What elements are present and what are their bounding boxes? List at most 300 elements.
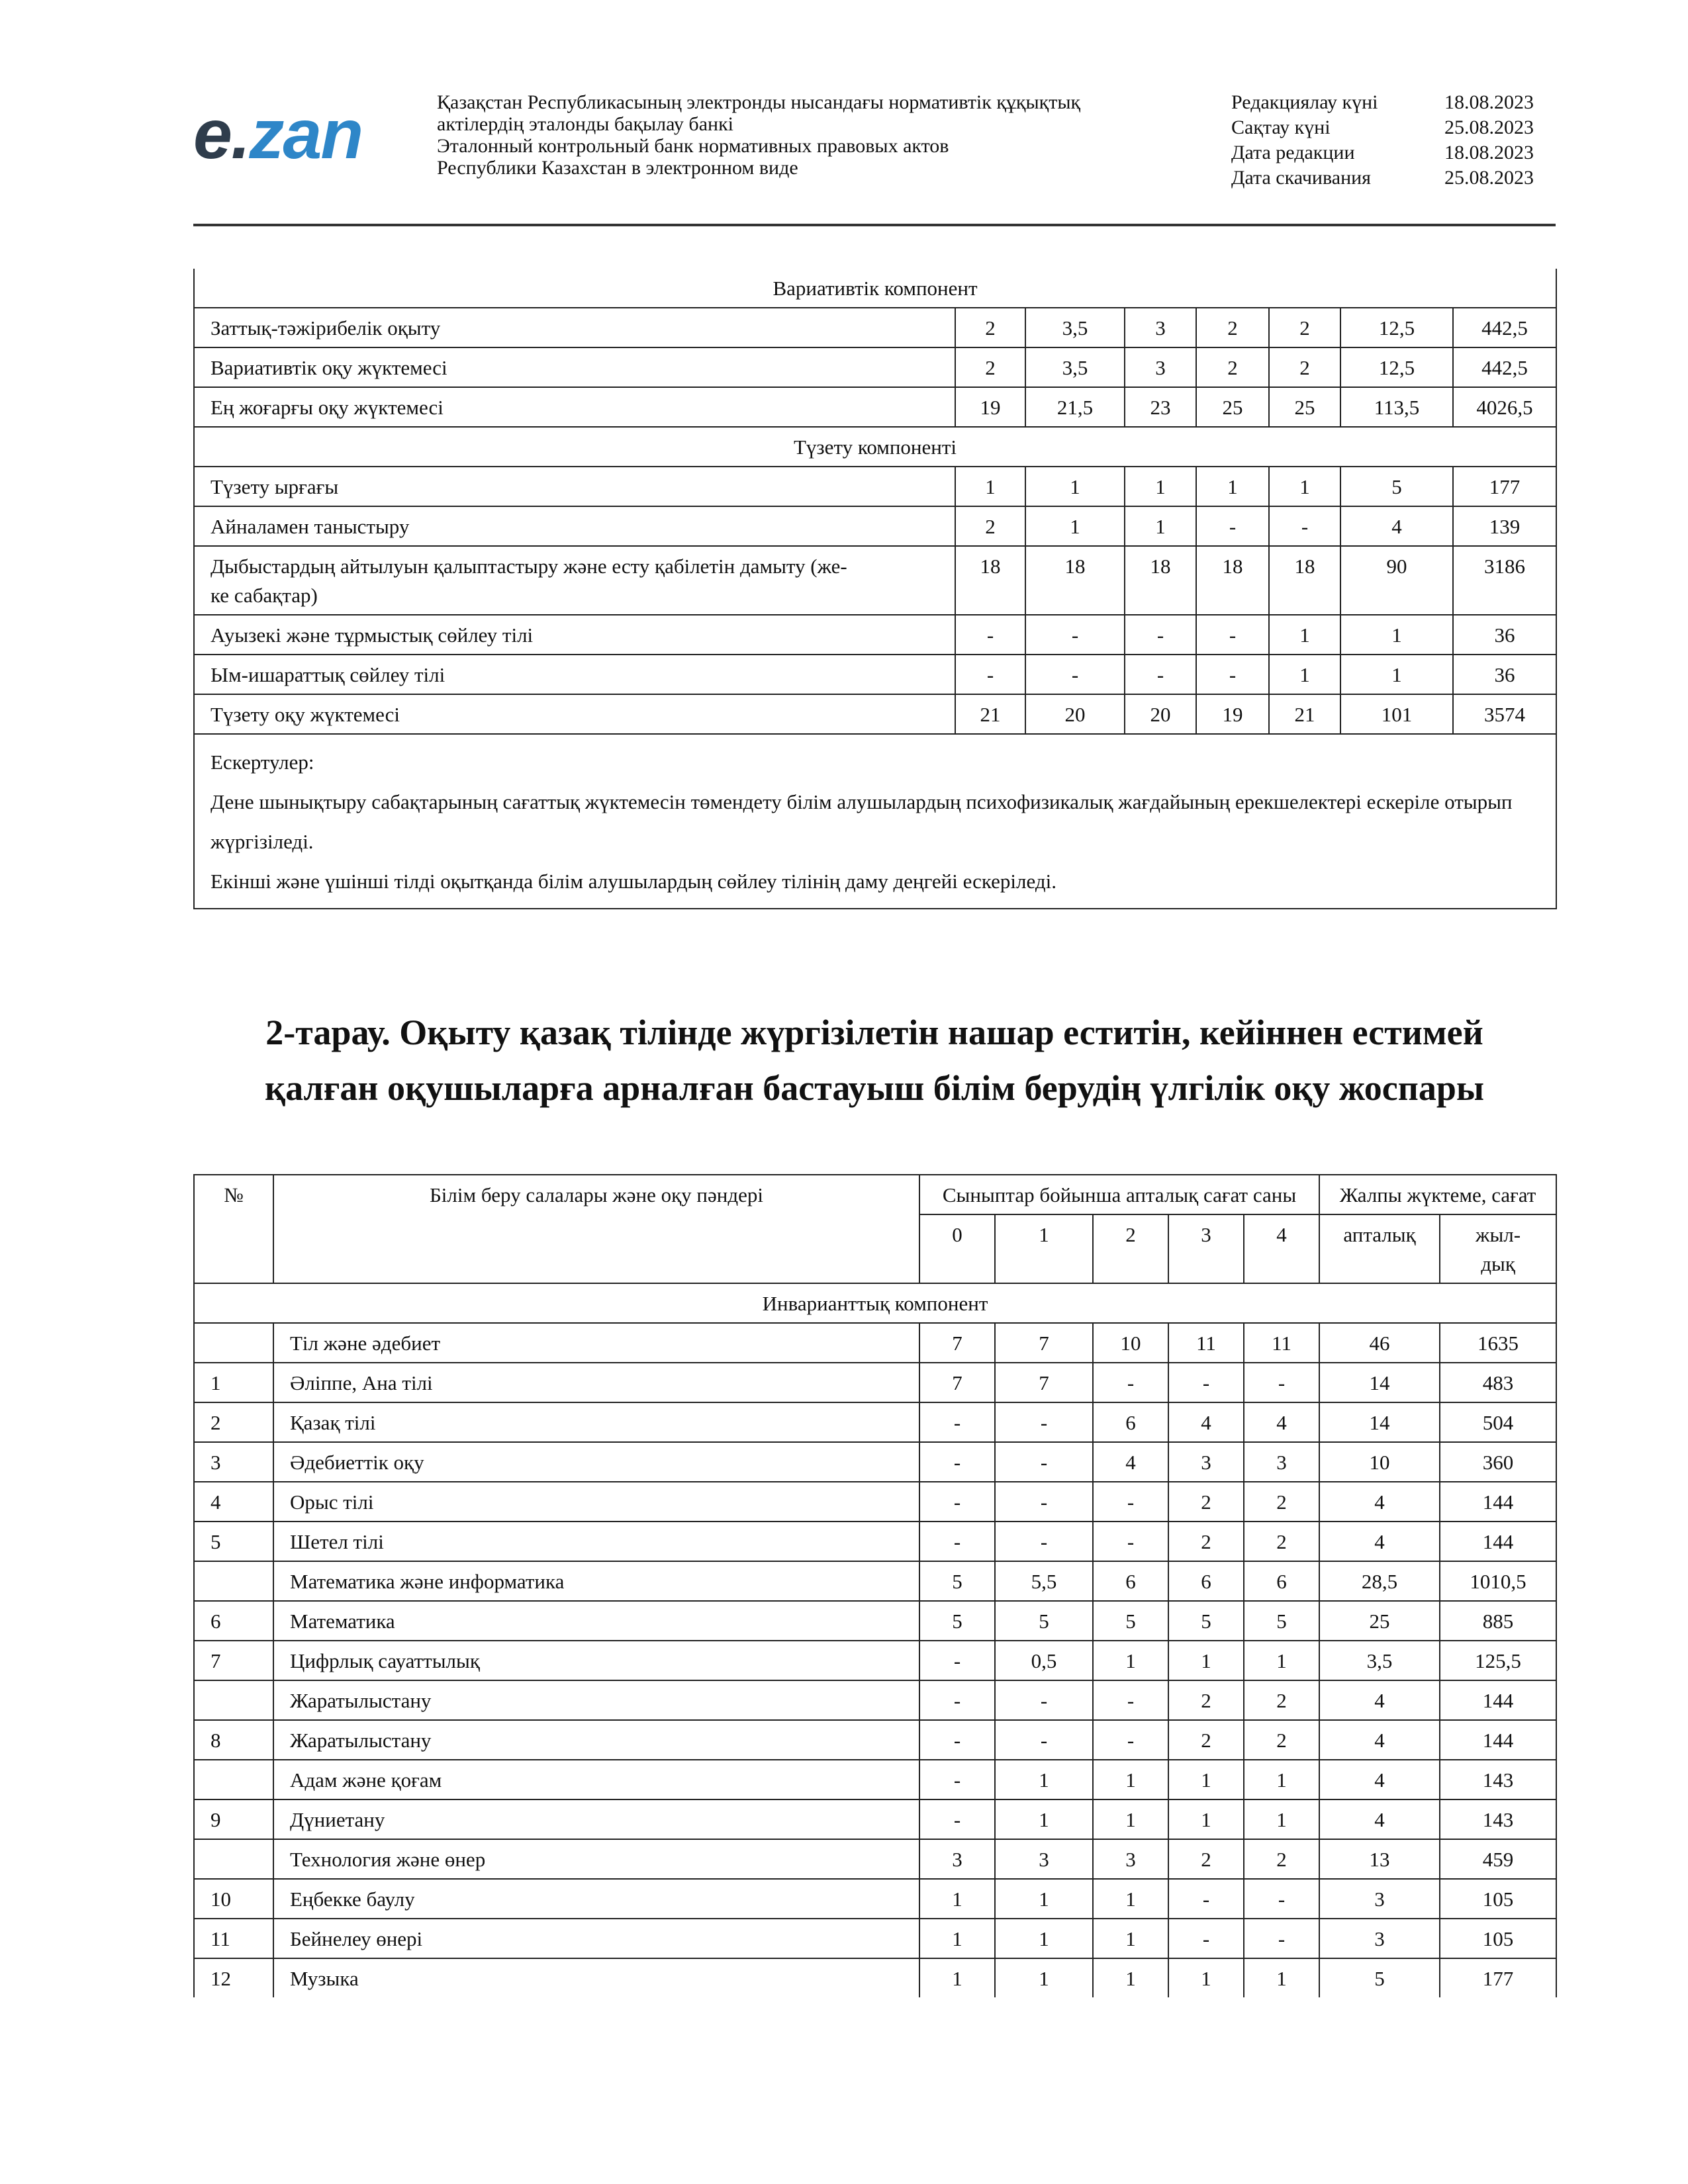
hours-cell: 25 <box>1319 1601 1440 1641</box>
hours-cell: 1 <box>1093 1760 1168 1799</box>
hours-cell: 1 <box>1093 1919 1168 1958</box>
hours-cell: 1 <box>1125 506 1196 546</box>
hours-cell: 25 <box>1196 387 1269 427</box>
hours-cell: 1 <box>1168 1641 1244 1680</box>
row-number <box>194 1561 273 1601</box>
table-row <box>194 1482 1556 1522</box>
subject-name: Дыбыстардың айтылуын қалыптастыру және есту қабілетін дамыту (же- ке сабақтар) <box>194 546 955 615</box>
hours-cell: 10 <box>1319 1442 1440 1482</box>
hours-cell: 1 <box>1340 655 1453 694</box>
header-grade: 0 <box>919 1214 995 1283</box>
hours-cell: 36 <box>1453 655 1556 694</box>
meta-row <box>1231 165 1550 191</box>
hours-cell: 3 <box>1093 1839 1168 1879</box>
hours-cell: 20 <box>1025 694 1125 734</box>
hours-cell: 144 <box>1440 1720 1556 1760</box>
hours-cell: 36 <box>1453 615 1556 655</box>
table-row <box>194 1522 1556 1561</box>
hours-cell: - <box>919 1402 995 1442</box>
org-line: Эталонный контрольный банк нормативных правовых актов <box>437 135 949 157</box>
hours-cell: 20 <box>1125 694 1196 734</box>
section-label: Инварианттық компонент <box>194 1283 1556 1323</box>
hours-cell: 5,5 <box>995 1561 1093 1601</box>
hours-cell: 6 <box>1168 1561 1244 1601</box>
meta-row <box>1231 90 1550 115</box>
document-dates <box>1231 90 1550 191</box>
hours-cell: 4 <box>1340 506 1453 546</box>
hours-cell: 2 <box>1196 308 1269 347</box>
hours-cell: 2 <box>1168 1482 1244 1522</box>
hours-cell: 2 <box>1244 1720 1319 1760</box>
hours-cell: 7 <box>995 1363 1093 1402</box>
hours-cell: - <box>1168 1919 1244 1958</box>
hours-cell: 1 <box>995 1760 1093 1799</box>
hours-cell: - <box>1093 1522 1168 1561</box>
notes-row <box>194 734 1556 909</box>
meta-label: Сақтау күні <box>1231 116 1331 138</box>
hours-cell: 1 <box>1244 1799 1319 1839</box>
row-number: 1 <box>194 1363 273 1402</box>
hours-cell: 1 <box>1168 1760 1244 1799</box>
hours-cell: 1 <box>995 1958 1093 1997</box>
row-number: 10 <box>194 1879 273 1919</box>
subject-name: Шетел тілі <box>273 1522 919 1561</box>
hours-cell: 46 <box>1319 1323 1440 1363</box>
hours-cell: 28,5 <box>1319 1561 1440 1601</box>
hours-cell: 10 <box>1093 1323 1168 1363</box>
curriculum-table <box>193 1174 1557 1997</box>
hours-cell: 1 <box>1093 1879 1168 1919</box>
hours-cell: 3,5 <box>1025 347 1125 387</box>
hours-cell: 1 <box>1244 1760 1319 1799</box>
hours-cell: 4 <box>1319 1522 1440 1561</box>
hours-cell: 5 <box>919 1561 995 1601</box>
row-number <box>194 1323 273 1363</box>
hours-cell: 2 <box>1269 347 1340 387</box>
hours-cell: 6 <box>1244 1561 1319 1601</box>
row-number: 5 <box>194 1522 273 1561</box>
table-row <box>194 387 1556 427</box>
hours-cell: 3,5 <box>1025 308 1125 347</box>
hours-cell: 2 <box>1168 1720 1244 1760</box>
row-number <box>194 1760 273 1799</box>
hours-cell: - <box>1244 1363 1319 1402</box>
hours-cell: - <box>1269 506 1340 546</box>
hours-cell: 442,5 <box>1453 347 1556 387</box>
hours-cell: - <box>1196 655 1269 694</box>
org-line: Республики Казахстан в электронном виде <box>437 157 798 179</box>
hours-cell: 1 <box>1340 615 1453 655</box>
hours-cell: - <box>1025 615 1125 655</box>
hours-cell: - <box>995 1720 1093 1760</box>
table-row <box>194 1958 1556 1997</box>
hours-cell: 1 <box>919 1958 995 1997</box>
hours-cell: 1 <box>1269 655 1340 694</box>
hours-cell: 1 <box>1244 1641 1319 1680</box>
hours-cell: 1 <box>1093 1799 1168 1839</box>
subject-name: Әліппе, Ана тілі <box>273 1363 919 1402</box>
section-title <box>193 1005 1556 1116</box>
subject-name: Түзету ырғағы <box>194 467 955 506</box>
header-grade: 1 <box>995 1214 1093 1283</box>
org-line: актілердің эталонды бақылау банкі <box>437 113 733 135</box>
subject-name: Жаратылыстану <box>273 1720 919 1760</box>
hours-cell: - <box>1244 1919 1319 1958</box>
hours-cell: - <box>995 1402 1093 1442</box>
table-row <box>194 546 1556 615</box>
hours-cell: 4 <box>1319 1680 1440 1720</box>
meta-row <box>1231 115 1550 140</box>
hours-cell: 483 <box>1440 1363 1556 1402</box>
table-row <box>194 1402 1556 1442</box>
subject-name: Музыка <box>273 1958 919 1997</box>
hours-cell: 23 <box>1125 387 1196 427</box>
hours-cell: - <box>1093 1482 1168 1522</box>
subject-name: Адам және қоғам <box>273 1760 919 1799</box>
table-row <box>194 1839 1556 1879</box>
table-row <box>194 1720 1556 1760</box>
hours-cell: 7 <box>919 1363 995 1402</box>
hours-cell: 2 <box>1244 1482 1319 1522</box>
hours-cell: 0,5 <box>995 1641 1093 1680</box>
org-line: Қазақстан Республикасының электронды нысандағы нормативтік құқықтық <box>437 91 1081 113</box>
hours-cell: - <box>1093 1363 1168 1402</box>
hours-cell: 4 <box>1319 1760 1440 1799</box>
meta-value: 25.08.2023 <box>1444 116 1534 138</box>
table-row <box>194 308 1556 347</box>
hours-cell: - <box>919 1442 995 1482</box>
hours-cell: 14 <box>1319 1363 1440 1402</box>
hours-cell: 3 <box>919 1839 995 1879</box>
table-row <box>194 1799 1556 1839</box>
table-row <box>194 1323 1556 1363</box>
organization-name <box>437 91 1198 179</box>
header-subjects: Білім беру салалары және оқу пәндері <box>273 1175 919 1283</box>
hours-cell: 3 <box>1125 347 1196 387</box>
hours-cell: 7 <box>995 1323 1093 1363</box>
hours-cell: 13 <box>1319 1839 1440 1879</box>
hours-cell: 5 <box>1319 1958 1440 1997</box>
row-number: 3 <box>194 1442 273 1482</box>
hours-cell: 3 <box>995 1839 1093 1879</box>
hours-cell: 7 <box>919 1323 995 1363</box>
section-label: Вариативтік компонент <box>194 269 1556 308</box>
hours-cell: 1 <box>995 1799 1093 1839</box>
hours-cell: - <box>995 1680 1093 1720</box>
hours-cell: 885 <box>1440 1601 1556 1641</box>
hours-cell: 1 <box>919 1919 995 1958</box>
hours-cell: - <box>919 1680 995 1720</box>
subject-name: Бейнелеу өнері <box>273 1919 919 1958</box>
header-grade: 4 <box>1244 1214 1319 1283</box>
table-row <box>194 1641 1556 1680</box>
hours-cell: 1 <box>955 467 1025 506</box>
hours-cell: 2 <box>1168 1680 1244 1720</box>
hours-cell: 4 <box>1319 1799 1440 1839</box>
page-header <box>193 0 1556 228</box>
hours-cell: 125,5 <box>1440 1641 1556 1680</box>
table-row <box>194 467 1556 506</box>
hours-cell: - <box>1168 1363 1244 1402</box>
header-weekly: апталық <box>1319 1214 1440 1283</box>
subject-name: Еңбекке баулу <box>273 1879 919 1919</box>
hours-cell: 143 <box>1440 1799 1556 1839</box>
subject-name: Ең жоғарғы оқу жүктемесі <box>194 387 955 427</box>
table-row <box>194 1919 1556 1958</box>
hours-cell: - <box>1244 1879 1319 1919</box>
section-title-line: қалған оқушыларға арналған бастауыш білім берудің үлгілік оқу жоспары <box>264 1068 1485 1108</box>
hours-cell: 2 <box>1244 1522 1319 1561</box>
hours-cell: 1635 <box>1440 1323 1556 1363</box>
hours-cell: 25 <box>1269 387 1340 427</box>
hours-cell: - <box>919 1760 995 1799</box>
hours-cell: 18 <box>1196 546 1269 615</box>
hours-cell: 2 <box>955 308 1025 347</box>
hours-cell: 1 <box>919 1879 995 1919</box>
subject-name: Орыс тілі <box>273 1482 919 1522</box>
hours-cell: 19 <box>955 387 1025 427</box>
hours-cell: 3574 <box>1453 694 1556 734</box>
hours-cell: 14 <box>1319 1402 1440 1442</box>
note-text: Дене шынықтыру сабақтарының сағаттық жүктемесін төмендету білім алушылардың психофизикалық жағдайының ерекшелектері ескеріле отырып жүргізіледі. <box>211 790 1513 853</box>
hours-cell: 3 <box>1319 1919 1440 1958</box>
hours-cell: - <box>955 615 1025 655</box>
meta-value: 18.08.2023 <box>1444 91 1534 113</box>
hours-cell: 504 <box>1440 1402 1556 1442</box>
subject-name: Тіл және әдебиет <box>273 1323 919 1363</box>
notes-title: Ескертулер: <box>211 751 314 774</box>
hours-cell: 2 <box>1244 1839 1319 1879</box>
hours-cell: 105 <box>1440 1879 1556 1919</box>
hours-cell: 4 <box>1319 1720 1440 1760</box>
hours-cell: 1 <box>1168 1958 1244 1997</box>
hours-cell: 3,5 <box>1319 1641 1440 1680</box>
table-row <box>194 1879 1556 1919</box>
hours-cell: 4 <box>1093 1442 1168 1482</box>
section-row <box>194 269 1556 308</box>
header-number: № <box>194 1175 273 1283</box>
hours-cell: 21 <box>955 694 1025 734</box>
hours-cell: 21,5 <box>1025 387 1125 427</box>
hours-cell: 18 <box>1025 546 1125 615</box>
hours-cell: 1 <box>1025 467 1125 506</box>
note-text: Екінші және үшінші тілді оқытқанда білім алушылардың сөйлеу тілінің даму деңгейі ескеріледі. <box>211 870 1056 893</box>
hours-cell: 3 <box>1319 1879 1440 1919</box>
header-divider <box>193 224 1556 226</box>
subject-name: Математика және информатика <box>273 1561 919 1601</box>
hours-cell: 6 <box>1093 1402 1168 1442</box>
hours-cell: 1 <box>1269 467 1340 506</box>
hours-cell: 2 <box>1168 1839 1244 1879</box>
hours-cell: 11 <box>1168 1323 1244 1363</box>
hours-cell: 11 <box>1244 1323 1319 1363</box>
hours-cell: 1 <box>1093 1641 1168 1680</box>
hours-cell: 177 <box>1440 1958 1556 1997</box>
hours-cell: 4026,5 <box>1453 387 1556 427</box>
hours-cell: 360 <box>1440 1442 1556 1482</box>
hours-cell: - <box>919 1482 995 1522</box>
curriculum-table-continued <box>193 269 1557 909</box>
hours-cell: 144 <box>1440 1482 1556 1522</box>
hours-cell: 1 <box>1269 615 1340 655</box>
hours-cell: 459 <box>1440 1839 1556 1879</box>
hours-cell: 5 <box>1244 1601 1319 1641</box>
table-row <box>194 615 1556 655</box>
hours-cell: 1 <box>1196 467 1269 506</box>
hours-cell: 1 <box>1244 1958 1319 1997</box>
subject-name: Технология және өнер <box>273 1839 919 1879</box>
table-row <box>194 347 1556 387</box>
hours-cell: 3 <box>1168 1442 1244 1482</box>
subject-name: Айналамен таныстыру <box>194 506 955 546</box>
meta-label: Дата редакции <box>1231 142 1355 163</box>
row-number: 7 <box>194 1641 273 1680</box>
header-weekly-hours: Сыныптар бойынша апталық сағат саны <box>919 1175 1319 1214</box>
hours-cell: - <box>1168 1879 1244 1919</box>
subject-name: Түзету оқу жүктемесі <box>194 694 955 734</box>
hours-cell: - <box>1125 615 1196 655</box>
hours-cell: - <box>919 1522 995 1561</box>
hours-cell: 1 <box>995 1879 1093 1919</box>
hours-cell: 3 <box>1125 308 1196 347</box>
meta-value: 25.08.2023 <box>1444 167 1534 189</box>
hours-cell: 90 <box>1340 546 1453 615</box>
row-number: 4 <box>194 1482 273 1522</box>
table-row <box>194 1601 1556 1641</box>
row-number: 9 <box>194 1799 273 1839</box>
section-title-line: 2-тарау. Оқыту қазақ тілінде жүргізілетін нашар еститін, кейіннен естимей <box>265 1013 1483 1052</box>
hours-cell: 18 <box>955 546 1025 615</box>
row-number <box>194 1680 273 1720</box>
hours-cell: - <box>919 1641 995 1680</box>
table-row <box>194 1760 1556 1799</box>
hours-cell: 143 <box>1440 1760 1556 1799</box>
hours-cell: 12,5 <box>1340 347 1453 387</box>
subject-name: Вариативтік оқу жүктемесі <box>194 347 955 387</box>
hours-cell: - <box>995 1482 1093 1522</box>
table-row <box>194 655 1556 694</box>
hours-cell: - <box>955 655 1025 694</box>
subject-name: Жаратылыстану <box>273 1680 919 1720</box>
hours-cell: - <box>1196 506 1269 546</box>
section-row <box>194 427 1556 467</box>
subject-name: Цифрлық сауаттылық <box>273 1641 919 1680</box>
hours-cell: 5 <box>995 1601 1093 1641</box>
hours-cell: 18 <box>1125 546 1196 615</box>
hours-cell: 2 <box>955 347 1025 387</box>
header-yearly: жыл- дық <box>1440 1214 1556 1283</box>
hours-cell: 2 <box>1168 1522 1244 1561</box>
hours-cell: 21 <box>1269 694 1340 734</box>
table-row <box>194 1363 1556 1402</box>
table-row <box>194 1680 1556 1720</box>
section-label: Түзету компоненті <box>194 427 1556 467</box>
meta-label: Дата скачивания <box>1231 167 1371 189</box>
hours-cell: 3 <box>1244 1442 1319 1482</box>
hours-cell: 4 <box>1168 1402 1244 1442</box>
table-row <box>194 1561 1556 1601</box>
hours-cell: 2 <box>1196 347 1269 387</box>
hours-cell: 2 <box>955 506 1025 546</box>
hours-cell: 105 <box>1440 1919 1556 1958</box>
hours-cell: 1 <box>1093 1958 1168 1997</box>
hours-cell: - <box>1196 615 1269 655</box>
meta-row <box>1231 140 1550 165</box>
subject-name: Ым-ишараттық сөйлеу тілі <box>194 655 955 694</box>
hours-cell: 1010,5 <box>1440 1561 1556 1601</box>
ezan-logo: e.zan <box>193 95 363 173</box>
hours-cell: 5 <box>1168 1601 1244 1641</box>
hours-cell: - <box>995 1522 1093 1561</box>
table-header-row <box>194 1175 1556 1214</box>
hours-cell: - <box>919 1799 995 1839</box>
table-row <box>194 694 1556 734</box>
hours-cell: 12,5 <box>1340 308 1453 347</box>
header-grade: 2 <box>1093 1214 1168 1283</box>
hours-cell: - <box>919 1720 995 1760</box>
row-number: 2 <box>194 1402 273 1442</box>
hours-cell: - <box>1093 1680 1168 1720</box>
row-number: 11 <box>194 1919 273 1958</box>
hours-cell: 19 <box>1196 694 1269 734</box>
hours-cell: 101 <box>1340 694 1453 734</box>
hours-cell: 5 <box>1340 467 1453 506</box>
row-number: 6 <box>194 1601 273 1641</box>
subject-name: Қазақ тілі <box>273 1402 919 1442</box>
hours-cell: 139 <box>1453 506 1556 546</box>
hours-cell: 4 <box>1244 1402 1319 1442</box>
hours-cell: 1 <box>1025 506 1125 546</box>
hours-cell: 144 <box>1440 1522 1556 1561</box>
hours-cell: 4 <box>1319 1482 1440 1522</box>
hours-cell: 2 <box>1244 1680 1319 1720</box>
subject-name: Заттық-тәжірибелік оқыту <box>194 308 955 347</box>
subject-name: Математика <box>273 1601 919 1641</box>
section-row <box>194 1283 1556 1323</box>
hours-cell: 6 <box>1093 1561 1168 1601</box>
hours-cell: - <box>1093 1720 1168 1760</box>
subject-name: Ауызекі және тұрмыстық сөйлеу тілі <box>194 615 955 655</box>
hours-cell: - <box>1125 655 1196 694</box>
row-number: 12 <box>194 1958 273 1997</box>
hours-cell: 5 <box>919 1601 995 1641</box>
table-row <box>194 506 1556 546</box>
hours-cell: 442,5 <box>1453 308 1556 347</box>
table-row <box>194 1442 1556 1482</box>
row-number: 8 <box>194 1720 273 1760</box>
hours-cell: 18 <box>1269 546 1340 615</box>
header-grade: 3 <box>1168 1214 1244 1283</box>
header-total-load: Жалпы жүктеме, сағат <box>1319 1175 1556 1214</box>
hours-cell: 1 <box>1168 1799 1244 1839</box>
hours-cell: 177 <box>1453 467 1556 506</box>
hours-cell: 5 <box>1093 1601 1168 1641</box>
hours-cell: 3186 <box>1453 546 1556 615</box>
hours-cell: 1 <box>1125 467 1196 506</box>
meta-label: Редакциялау күні <box>1231 91 1378 113</box>
hours-cell: 2 <box>1269 308 1340 347</box>
meta-value: 18.08.2023 <box>1444 142 1534 163</box>
hours-cell: 1 <box>995 1919 1093 1958</box>
notes-cell <box>194 734 1556 909</box>
subject-name: Дүниетану <box>273 1799 919 1839</box>
row-number <box>194 1839 273 1879</box>
subject-name: Әдебиеттік оқу <box>273 1442 919 1482</box>
hours-cell: 113,5 <box>1340 387 1453 427</box>
hours-cell: 144 <box>1440 1680 1556 1720</box>
hours-cell: - <box>1025 655 1125 694</box>
hours-cell: - <box>995 1442 1093 1482</box>
